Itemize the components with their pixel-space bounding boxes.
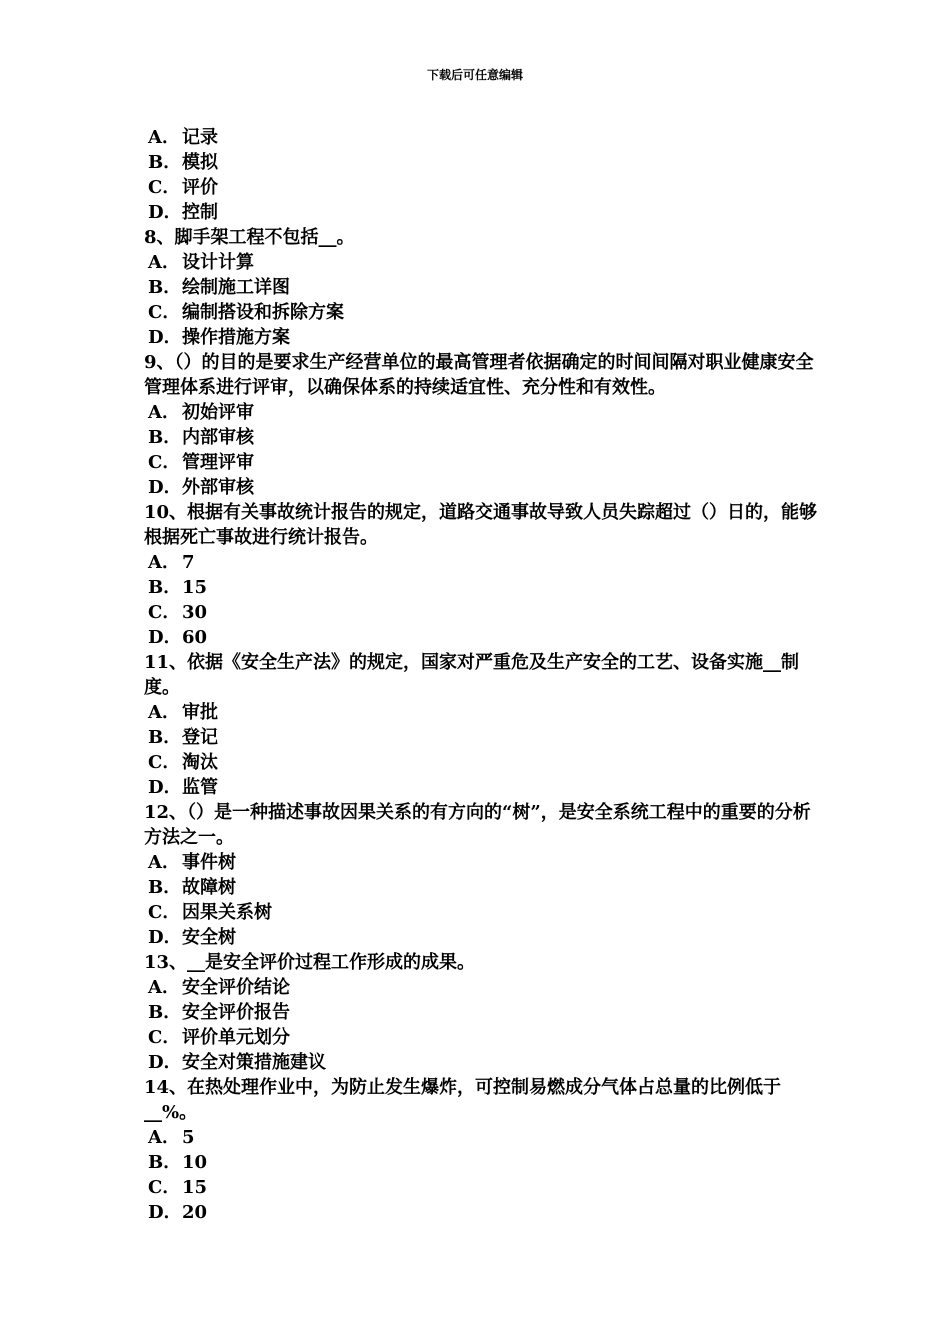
question-text: 14、在热处理作业中，为防止发生爆炸，可控制易燃成分气体占总量的比例低于__%。: [144, 1077, 782, 1123]
answer-option: [144, 275, 834, 300]
option-text: 60: [182, 627, 208, 648]
answer-option: [144, 575, 834, 600]
option-text: 淘汰: [182, 752, 218, 773]
option-letter: A．: [148, 1127, 180, 1148]
answer-option: [144, 925, 834, 950]
option-text: 安全树: [182, 927, 236, 948]
option-text: 安全对策措施建议: [182, 1052, 326, 1073]
option-text: 事件树: [182, 852, 236, 873]
answer-option: [144, 300, 834, 325]
option-letter: A．: [148, 127, 180, 148]
option-letter: D．: [148, 627, 182, 648]
option-text: 10: [182, 1152, 208, 1173]
answer-option: [144, 625, 834, 650]
answer-option: [144, 250, 834, 275]
option-letter: B．: [148, 1152, 182, 1173]
answer-option: [144, 125, 834, 150]
option-text: 15: [182, 1177, 208, 1198]
answer-option: [144, 425, 834, 450]
option-letter: C．: [148, 302, 181, 323]
option-letter: C．: [148, 177, 181, 198]
option-text: 安全评价报告: [182, 1002, 290, 1023]
option-text: 管理评审: [182, 452, 254, 473]
answer-option: [144, 475, 834, 500]
option-letter: D．: [148, 327, 182, 348]
answer-option: [144, 600, 834, 625]
page-header: 下载后可任意编辑: [426, 68, 523, 82]
option-letter: C．: [148, 602, 181, 623]
answer-option: [144, 450, 834, 475]
option-letter: C．: [148, 1177, 181, 1198]
option-letter: D．: [148, 477, 182, 498]
answer-option: [144, 725, 834, 750]
option-text: 5: [182, 1127, 195, 1148]
option-text: 7: [182, 552, 195, 573]
answer-option: [144, 1200, 834, 1225]
option-text: 故障树: [182, 877, 236, 898]
option-text: 内部审核: [182, 427, 254, 448]
option-letter: A．: [148, 852, 180, 873]
option-text: 记录: [182, 127, 218, 148]
question-text: 9、（）的目的是要求生产经营单位的最高管理者依据确定的时间间隔对职业健康安全管理体系进行评审，以确保体系的持续适宜性、充分性和有效性。: [144, 352, 814, 398]
answer-option: [144, 775, 834, 800]
option-text: 15: [182, 577, 208, 598]
option-letter: C．: [148, 902, 181, 923]
option-letter: A．: [148, 552, 180, 573]
option-text: 模拟: [182, 152, 218, 173]
option-text: 外部审核: [182, 477, 254, 498]
option-letter: D．: [148, 1202, 182, 1223]
option-letter: C．: [148, 752, 181, 773]
answer-option: [144, 1050, 834, 1075]
answer-option: [144, 400, 834, 425]
answer-option: [144, 850, 834, 875]
option-letter: B．: [148, 152, 182, 173]
question-text: 13、__是安全评价过程工作形成的成果。: [144, 952, 476, 973]
option-letter: A．: [148, 252, 180, 273]
option-letter: B．: [148, 877, 182, 898]
option-text: 评价: [182, 177, 218, 198]
option-letter: D．: [148, 777, 182, 798]
option-text: 控制: [182, 202, 218, 223]
option-letter: B．: [148, 427, 182, 448]
question-text: 12、（）是一种描述事故因果关系的有方向的“树”，是安全系统工程中的重要的分析方法之一。: [144, 802, 811, 848]
option-letter: A．: [148, 702, 180, 723]
option-text: 绘制施工详图: [182, 277, 290, 298]
option-text: 登记: [182, 727, 218, 748]
answer-option: [144, 875, 834, 900]
answer-option: [144, 550, 834, 575]
answer-option: [144, 700, 834, 725]
option-text: 监管: [182, 777, 218, 798]
option-letter: C．: [148, 452, 181, 473]
option-text: 编制搭设和拆除方案: [182, 302, 344, 323]
answer-option: [144, 1025, 834, 1050]
answer-option: [144, 175, 834, 200]
option-letter: D．: [148, 1052, 182, 1073]
option-text: 设计计算: [182, 252, 254, 273]
question-text: 8、脚手架工程不包括__。: [144, 227, 355, 248]
answer-option: [144, 1175, 834, 1200]
answer-option: [144, 200, 834, 225]
option-letter: C．: [148, 1027, 181, 1048]
option-text: 初始评审: [182, 402, 254, 423]
answer-option: [144, 1000, 834, 1025]
answer-option: [144, 750, 834, 775]
answer-option: [144, 325, 834, 350]
option-letter: B．: [148, 277, 182, 298]
option-letter: B．: [148, 1002, 182, 1023]
option-letter: A．: [148, 402, 180, 423]
answer-option: [144, 150, 834, 175]
option-text: 安全评价结论: [182, 977, 290, 998]
question-list: [144, 125, 834, 1225]
option-text: 评价单元划分: [182, 1027, 290, 1048]
answer-option: [144, 975, 834, 1000]
option-letter: A．: [148, 977, 180, 998]
question-text: 11、依据《安全生产法》的规定，国家对严重危及生产安全的工艺、设备实施__制度。: [144, 652, 800, 698]
question-text: 10、根据有关事故统计报告的规定，道路交通事故导致人员失踪超过（）日的，能够根据死亡事故进行统计报告。: [144, 502, 818, 548]
option-letter: D．: [148, 927, 182, 948]
option-letter: D．: [148, 202, 182, 223]
option-text: 30: [182, 602, 208, 623]
option-text: 审批: [182, 702, 218, 723]
option-text: 20: [182, 1202, 208, 1223]
answer-option: [144, 1125, 834, 1150]
option-text: 因果关系树: [182, 902, 272, 923]
answer-option: [144, 1150, 834, 1175]
option-letter: B．: [148, 577, 182, 598]
answer-option: [144, 900, 834, 925]
option-letter: B．: [148, 727, 182, 748]
option-text: 操作措施方案: [182, 327, 290, 348]
